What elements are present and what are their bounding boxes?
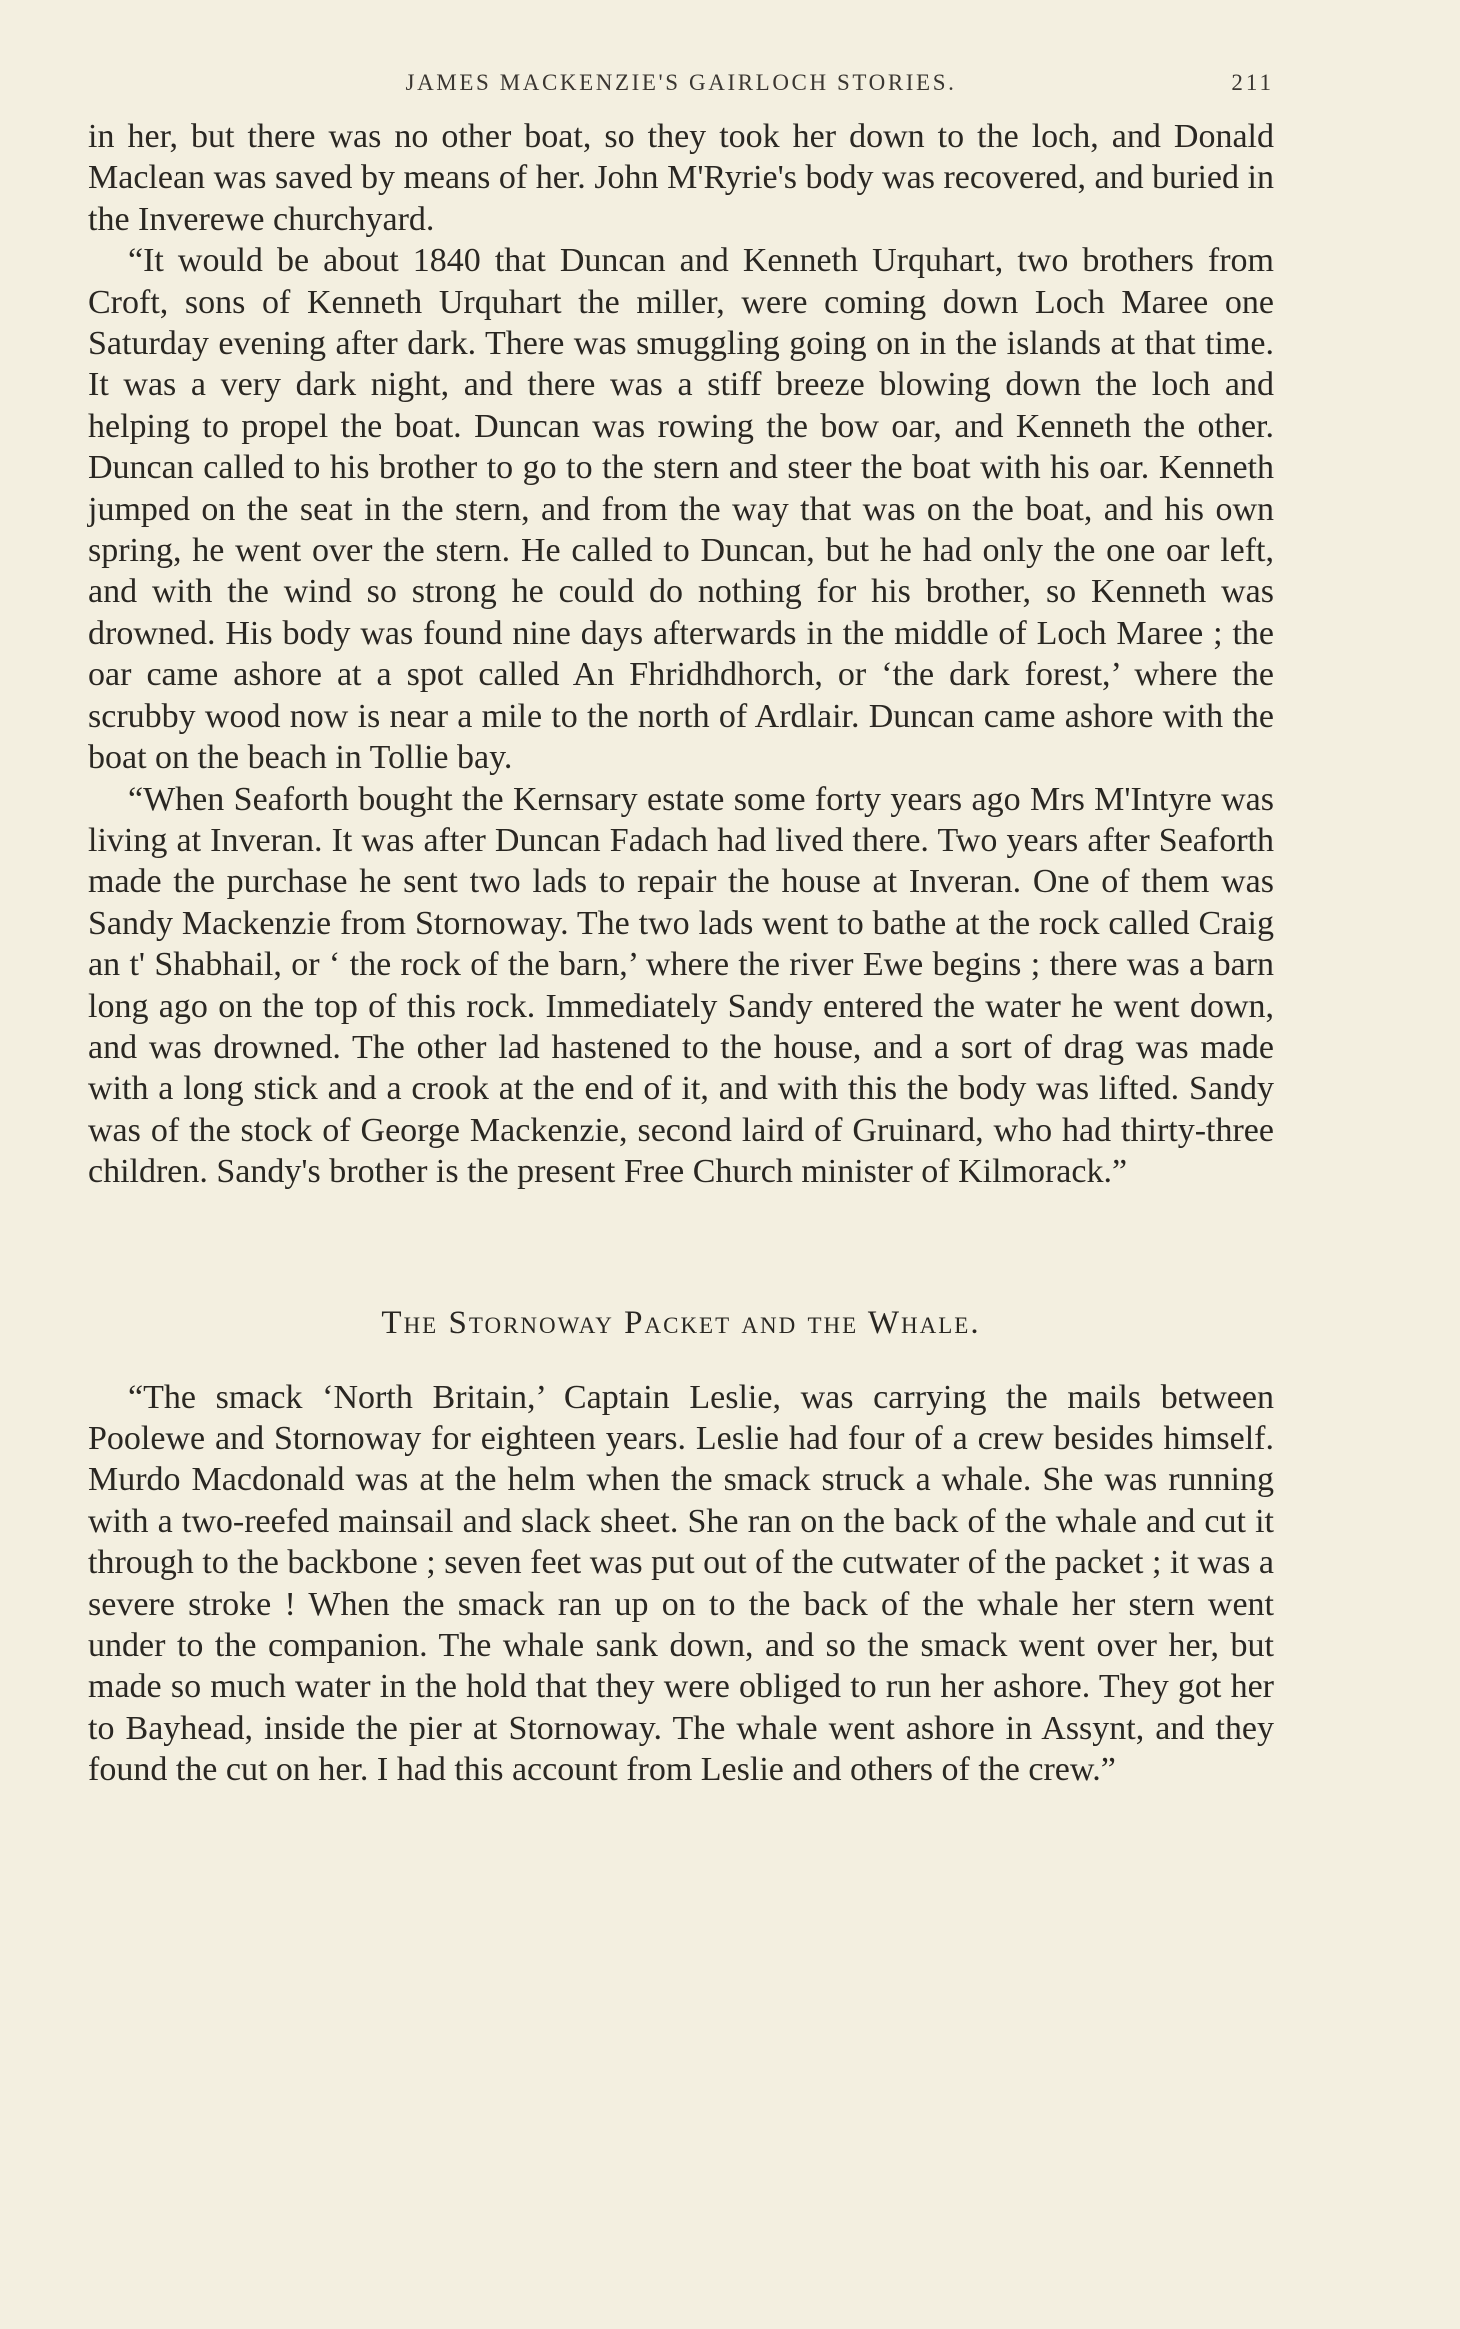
- book-page: [88, 64, 1274, 1791]
- running-head-title: JAMES MACKENZIE'S GAIRLOCH STORIES.: [405, 70, 957, 95]
- paragraph: “It would be about 1840 that Duncan and Kenneth Urquhart, two brothers from Croft, sons of Kenneth Urquhart the miller, were coming down Loch Maree one Saturday evening after dark. There was smuggling going on in the islands at that time. It was a very dark night, and there was a stiff breeze blowing down the loch and helping to propel the boat. Duncan was rowing the bow oar, and Kenneth the other. Duncan called to his brother to go to the stern and steer the boat with his oar. Kenneth jumped on the seat in the stern, and from the way that was on the boat, and his own spring, he went over the stern. He called to Duncan, but he had only the one oar left, and with the wind so strong he could do nothing for his brother, so Kenneth was drowned. His body was found nine days afterwards in the middle of Loch Maree ; the oar came ashore at a spot called An Fhridhdhorch, or ‘the dark forest,’ where the scrubby wood now is near a mile to the north of Ardlair. Duncan came ashore with the boat on the beach in Tollie bay.: [88, 242, 1274, 777]
- page-number: 211: [1231, 70, 1274, 95]
- section-heading: The Stornoway Packet and the Whale.: [381, 1304, 981, 1341]
- running-head: [88, 64, 1274, 116]
- paragraph: in her, but there was no other boat, so they took her down to the loch, and Donald Maclean was saved by means of her. John M'Ryrie's body was recovered, and buried in the Inverewe churchyard.: [88, 118, 1274, 238]
- paragraph: “When Seaforth bought the Kernsary estate some forty years ago Mrs M'Intyre was living at Inveran. It was after Duncan Fadach had lived there. Two years after Seaforth made the purchase he sent two lads to repair the house at Inveran. One of them was Sandy Mackenzie from Stornoway. The two lads went to bathe at the rock called Craig an t' Shabhail, or ‘ the rock of the barn,’ where the river Ewe begins ; there was a barn long ago on the top of this rock. Immediately Sandy entered the water he went down, and was drowned. The other lad hastened to the house, and a sort of drag was made with a long stick and a crook at the end of it, and with this the body was lifted. Sandy was of the stock of George Mackenzie, second laird of Gruinard, who had thirty-three children. Sandy's brother is the present Free Church minister of Kilmorack.”: [88, 780, 1274, 1191]
- paragraph: “The smack ‘North Britain,’ Captain Leslie, was carrying the mails between Poolewe and Stornoway for eighteen years. Leslie had four of a crew besides himself. Murdo Macdonald was at the helm when the smack struck a whale. She was running with a two-reefed mainsail and slack sheet. She ran on the back of the whale and cut it through to the backbone ; seven feet was put out of the cutwater of the packet ; it was a severe stroke ! When the smack ran up on to the back of the whale her stern went under to the companion. The whale sank down, and so the smack went over her, but made so much water in the hold that they were obliged to run her ashore. They got her to Bayhead, inside the pier at Stornoway. The whale went ashore in Assynt, and they found the cut on her. I had this account from Leslie and others of the crew.”: [88, 1378, 1274, 1789]
- body-text: [88, 116, 1274, 1791]
